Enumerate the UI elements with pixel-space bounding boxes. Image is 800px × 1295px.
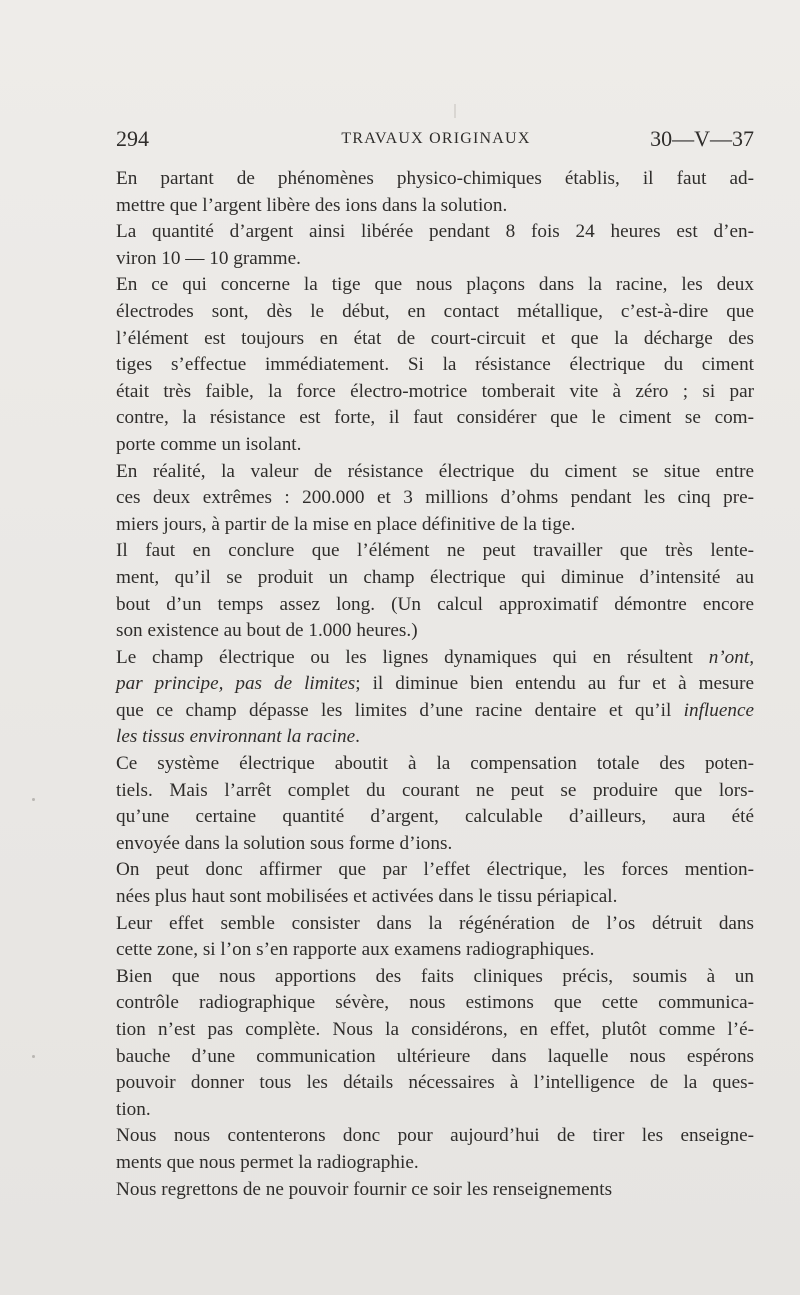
text-line: Nous nous contenterons donc pour aujourd’hui de tirer les enseigne- bbox=[116, 1125, 754, 1147]
text-line: les tissus environnant la racine. bbox=[116, 726, 360, 748]
text-line: bauche d’une communication ultérieure dans laquelle nous espérons bbox=[116, 1045, 754, 1067]
paragraph bbox=[116, 459, 754, 539]
text-line: tiges s’effectue immédiatement. Si la résistance électrique du ciment bbox=[116, 354, 754, 376]
text-line: mettre que l’argent libère des ions dans la solution. bbox=[116, 194, 508, 216]
paragraph bbox=[116, 272, 754, 458]
paragraph bbox=[116, 911, 754, 964]
text-line: envoyée dans la solution sous forme d’ions. bbox=[116, 832, 453, 854]
text-line: On peut donc affirmer que par l’effet électrique, les forces mention- bbox=[116, 859, 754, 881]
text-line: par principe, pas de limites; il diminue bien entendu au fur et à mesure bbox=[116, 673, 755, 695]
text-line: cette zone, si l’on s’en rapporte aux examens radiographiques. bbox=[116, 939, 595, 961]
paragraph bbox=[116, 166, 754, 219]
page-speck bbox=[32, 798, 35, 801]
issue-date: 30—V—37 bbox=[650, 126, 754, 151]
text-line: ces deux extrêmes : 200.000 et 3 millions d’ohms pendant les cinq pre- bbox=[116, 487, 754, 509]
text-line: Bien que nous apportions des faits cliniques précis, soumis à un bbox=[116, 965, 754, 987]
page-speck bbox=[32, 1055, 35, 1058]
text-line: Il faut en conclure que l’élément ne peut travailler que très lente- bbox=[116, 540, 754, 562]
text-line: tiels. Mais l’arrêt complet du courant ne peut se produire que lors- bbox=[116, 779, 754, 801]
text-line: nées plus haut sont mobilisées et activées dans le tissu périapical. bbox=[116, 886, 618, 908]
text-line: Ce système électrique aboutit à la compensation totale des poten- bbox=[116, 753, 754, 775]
text-line: En partant de phénomènes physico-chimiques établis, il faut ad- bbox=[116, 168, 754, 189]
paragraph bbox=[116, 645, 754, 751]
paragraph bbox=[116, 538, 754, 644]
text-line: était très faible, la force électro-motrice tomberait vite à zéro ; si par bbox=[116, 380, 754, 402]
text-line: En ce qui concerne la tige que nous plaçons dans la racine, les deux bbox=[116, 274, 754, 296]
running-title: TRAVAUX ORIGINAUX bbox=[341, 130, 531, 147]
text-line: bout d’un temps assez long. (Un calcul approximatif démontre encore bbox=[116, 593, 754, 615]
text-line: Leur effet semble consister dans la régénération de l’os détruit dans bbox=[116, 912, 754, 934]
text-line: l’élément est toujours en état de court-circuit et que la décharge des bbox=[116, 327, 754, 349]
text-line: contrôle radiographique sévère, nous estimons que cette communica- bbox=[116, 992, 754, 1014]
text-line: tion. bbox=[116, 1098, 151, 1120]
paragraph bbox=[116, 857, 754, 910]
text-line: miers jours, à partir de la mise en place définitive de la tige. bbox=[116, 513, 576, 535]
paragraph bbox=[116, 1177, 754, 1204]
page-number: 294 bbox=[116, 126, 149, 151]
paragraph bbox=[116, 751, 754, 857]
text-line: En réalité, la valeur de résistance électrique du ciment se situe entre bbox=[116, 460, 754, 482]
text-line: pouvoir donner tous les détails nécessaires à l’intelligence de la ques- bbox=[116, 1072, 754, 1094]
text-line: Le champ électrique ou les lignes dynamiques qui en résultent n’ont, bbox=[116, 646, 754, 668]
text-line: porte comme un isolant. bbox=[116, 433, 302, 455]
text-line: viron 10 — 10 gramme. bbox=[116, 247, 301, 269]
text-line: contre, la résistance est forte, il faut considérer que le ciment se com- bbox=[116, 407, 754, 429]
text-line: que ce champ dépasse les limites d’une racine dentaire et qu’il influence bbox=[116, 699, 754, 721]
text-line: ment, qu’il se produit un champ électrique qui diminue d’intensité au bbox=[116, 566, 754, 588]
text-line: ments que nous permet la radiographie. bbox=[116, 1151, 419, 1173]
body-text bbox=[116, 166, 754, 1203]
text-line: son existence au bout de 1.000 heures.) bbox=[116, 620, 418, 642]
text-line: qu’une certaine quantité d’argent, calculable d’ailleurs, aura été bbox=[116, 806, 754, 828]
text-line: tion n’est pas complète. Nous la considérons, en effet, plutôt comme l’é- bbox=[116, 1019, 754, 1040]
text-line: La quantité d’argent ainsi libérée pendant 8 fois 24 heures est d’en- bbox=[116, 221, 754, 243]
page-mark bbox=[454, 104, 456, 118]
paragraph bbox=[116, 219, 754, 272]
paragraph bbox=[116, 1123, 754, 1176]
paragraph bbox=[116, 964, 754, 1124]
text-line: électrodes sont, dès le début, en contact métallique, c’est-à-dire que bbox=[116, 300, 754, 322]
text-line: Nous regrettons de ne pouvoir fournir ce soir les renseignements bbox=[116, 1178, 613, 1200]
running-head bbox=[116, 124, 754, 154]
